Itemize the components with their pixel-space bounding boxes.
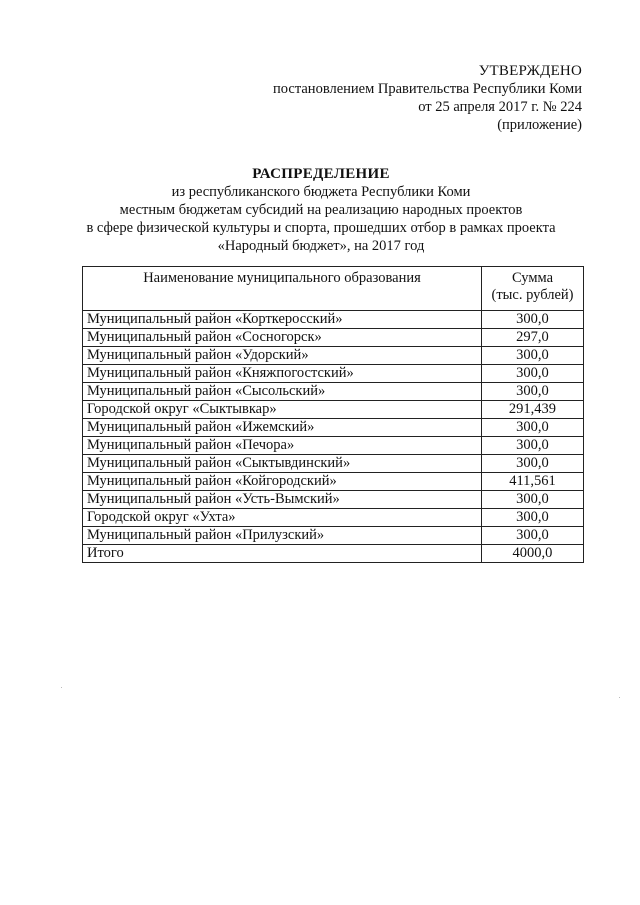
row-name: Муниципальный район «Прилузский» (83, 527, 482, 545)
title-line-3: в сфере физической культуры и спорта, прошедших отбор в рамках проекта (86, 220, 556, 236)
total-sum: 4000,0 (481, 545, 583, 563)
row-sum: 291,439 (481, 401, 583, 419)
row-sum: 300,0 (481, 383, 583, 401)
header-sum (481, 267, 583, 311)
distribution-table (82, 266, 584, 563)
row-name: Городской округ «Сыктывкар» (83, 401, 482, 419)
document-title (60, 165, 582, 255)
row-name: Муниципальный район «Усть-Вымский» (83, 491, 482, 509)
row-name: Муниципальный район «Койгородский» (83, 473, 482, 491)
row-name: Муниципальный район «Сосногорск» (83, 329, 482, 347)
title-line-4: «Народный бюджет», на 2017 год (217, 238, 425, 254)
row-name: Городской округ «Ухта» (83, 509, 482, 527)
scan-speck (61, 687, 62, 688)
table-row (83, 419, 584, 437)
table-row (83, 365, 584, 383)
table-row (83, 509, 584, 527)
table-row (83, 401, 584, 419)
approval-date: от 25 апреля 2017 г. № 224 (418, 99, 582, 115)
approval-block (273, 62, 582, 134)
row-sum: 300,0 (481, 437, 583, 455)
row-name: Муниципальный район «Корткеросский» (83, 311, 482, 329)
row-sum: 300,0 (481, 419, 583, 437)
table-row (83, 491, 584, 509)
row-name: Муниципальный район «Удорский» (83, 347, 482, 365)
table-row (83, 311, 584, 329)
title-line-2: местным бюджетам субсидий на реализацию народных проектов (119, 202, 523, 218)
table-row (83, 347, 584, 365)
row-sum: 300,0 (481, 311, 583, 329)
title-main: РАСПРЕДЕЛЕНИЕ (252, 166, 390, 182)
table-row (83, 455, 584, 473)
table-header-row (83, 267, 584, 311)
scan-speck (619, 697, 620, 698)
row-name: Муниципальный район «Княжпогостский» (83, 365, 482, 383)
table-row (83, 383, 584, 401)
row-name: Муниципальный район «Печора» (83, 437, 482, 455)
header-sum-label: Сумма (511, 270, 554, 286)
row-sum: 300,0 (481, 491, 583, 509)
title-line-1: из республиканского бюджета Республики Коми (171, 184, 471, 200)
table-row (83, 437, 584, 455)
row-sum: 300,0 (481, 527, 583, 545)
row-sum: 297,0 (481, 329, 583, 347)
row-sum: 300,0 (481, 365, 583, 383)
approval-decree: постановлением Правительства Республики Коми (273, 81, 582, 97)
row-name: Муниципальный район «Ижемский» (83, 419, 482, 437)
row-sum: 300,0 (481, 509, 583, 527)
header-name: Наименование муниципального образования (83, 267, 482, 311)
table-row (83, 473, 584, 491)
total-label: Итого (83, 545, 482, 563)
total-row (83, 545, 584, 563)
row-sum: 411,561 (481, 473, 583, 491)
row-sum: 300,0 (481, 455, 583, 473)
table-row (83, 329, 584, 347)
row-sum: 300,0 (481, 347, 583, 365)
row-name: Муниципальный район «Сысольский» (83, 383, 482, 401)
approval-heading: УТВЕРЖДЕНО (478, 63, 582, 79)
approval-appendix: (приложение) (497, 117, 582, 133)
row-name: Муниципальный район «Сыктывдинский» (83, 455, 482, 473)
table-row (83, 527, 584, 545)
header-sum-unit: (тыс. рублей) (491, 287, 574, 303)
